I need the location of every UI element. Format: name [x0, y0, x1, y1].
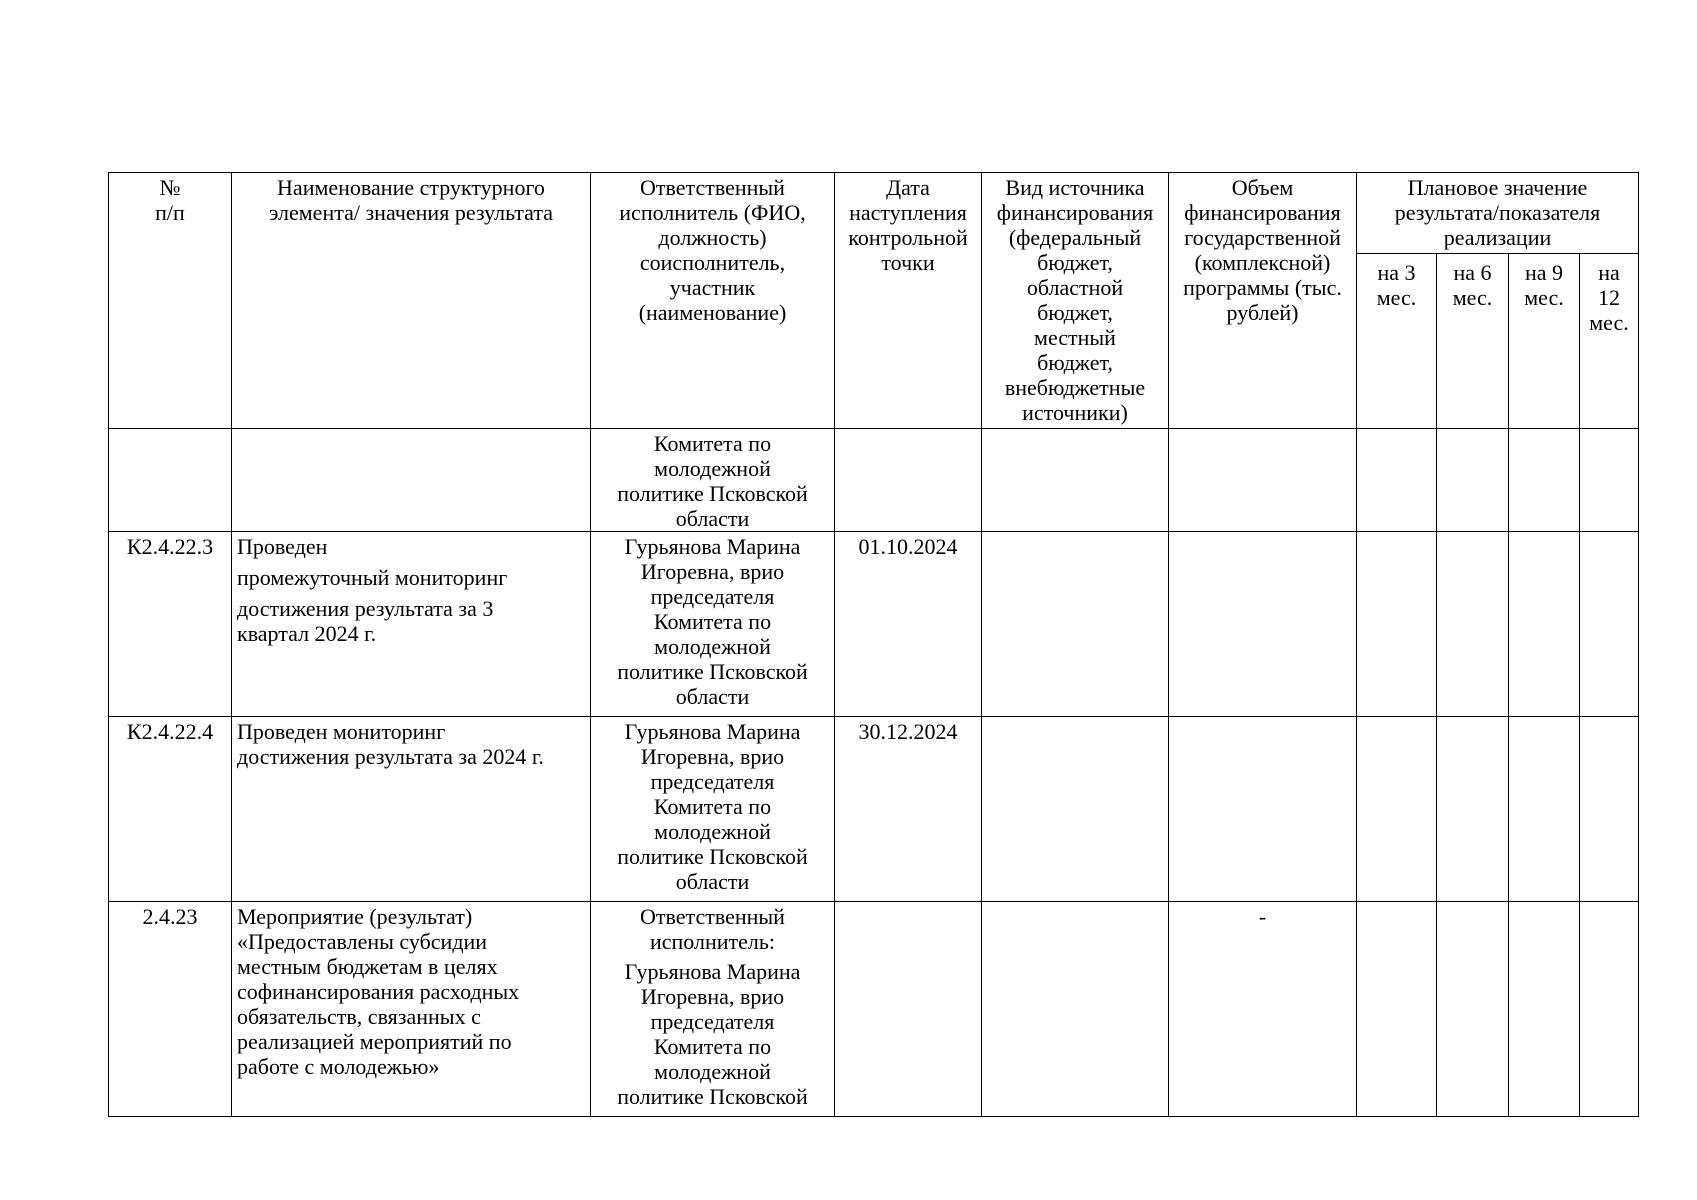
- cell-volume: [1169, 717, 1357, 902]
- header-plan: Плановое значение результата/показателя реализации: [1357, 173, 1639, 254]
- cell-name-line: промежуточный мониторинг: [237, 565, 508, 590]
- cell-q12: [1580, 532, 1639, 717]
- cell-q3: [1357, 429, 1437, 532]
- cell-volume: -: [1169, 902, 1357, 1117]
- cell-q9: [1509, 902, 1580, 1117]
- cell-q12: [1580, 717, 1639, 902]
- cell-date: 30.12.2024: [835, 717, 982, 902]
- header-q6: на 6 мес.: [1437, 254, 1509, 429]
- plan-table: [108, 172, 1639, 1117]
- cell-num: 2.4.23: [109, 902, 232, 1117]
- cell-responsible: Гурьянова Марина Игоревна, врио председателя Комитета по молодежной политике Псковской области: [591, 532, 835, 717]
- cell-source: [982, 717, 1169, 902]
- cell-source: [982, 532, 1169, 717]
- cell-source: [982, 429, 1169, 532]
- cell-responsible: Гурьянова Марина Игоревна, врио председателя Комитета по молодежной политике Псковской области: [591, 717, 835, 902]
- cell-q6: [1437, 902, 1509, 1117]
- cell-name: Мероприятие (результат) «Предоставлены субсидии местным бюджетам в целях софинансирования расходных обязательств, связанных с реализацией мероприятий по работе с молодежью»: [232, 902, 591, 1117]
- table-row: [109, 902, 1639, 1117]
- cell-q12: [1580, 902, 1639, 1117]
- cell-num: К2.4.22.3: [109, 532, 232, 717]
- table-row: [109, 429, 1639, 532]
- cell-name: [232, 429, 591, 532]
- cell-name-line: Проведен: [237, 534, 328, 559]
- cell-q9: [1509, 532, 1580, 717]
- header-num: № п/п: [109, 173, 232, 429]
- table-row: [109, 717, 1639, 902]
- cell-q12: [1580, 429, 1639, 532]
- header-volume: Объем финансирования государственной (комплексной) программы (тыс. рублей): [1169, 173, 1357, 429]
- table-header-row: [109, 173, 1639, 254]
- cell-volume: [1169, 429, 1357, 532]
- cell-q6: [1437, 717, 1509, 902]
- header-responsible: Ответственный исполнитель (ФИО, должность) соисполнитель, участник (наименование): [591, 173, 835, 429]
- cell-responsible: Комитета по молодежной политике Псковской области: [591, 429, 835, 532]
- header-date: Дата наступления контрольной точки: [835, 173, 982, 429]
- cell-q3: [1357, 717, 1437, 902]
- cell-q9: [1509, 429, 1580, 532]
- cell-num: [109, 429, 232, 532]
- cell-volume: [1169, 532, 1357, 717]
- cell-num: К2.4.22.4: [109, 717, 232, 902]
- cell-responsible-text: Гурьянова Марина Игоревна, врио председателя Комитета по молодежной политике Псковской: [617, 959, 808, 1109]
- cell-responsible-label: Ответственный исполнитель:: [640, 904, 785, 954]
- header-q9: на 9 мес.: [1509, 254, 1580, 429]
- cell-date: [835, 429, 982, 532]
- cell-q3: [1357, 902, 1437, 1117]
- header-q12: на 12 мес.: [1580, 254, 1639, 429]
- cell-name: [232, 532, 591, 717]
- cell-name: Проведен мониторинг достижения результата за 2024 г.: [232, 717, 591, 902]
- cell-date: 01.10.2024: [835, 532, 982, 717]
- cell-date: [835, 902, 982, 1117]
- cell-responsible: [591, 902, 835, 1117]
- cell-q9: [1509, 717, 1580, 902]
- cell-q6: [1437, 429, 1509, 532]
- table-row: [109, 532, 1639, 717]
- header-q3: на 3 мес.: [1357, 254, 1437, 429]
- header-source: Вид источника финансирования (федеральный бюджет, областной бюджет, местный бюджет, внебюджетные источники): [982, 173, 1169, 429]
- cell-source: [982, 902, 1169, 1117]
- cell-name-line: достижения результата за 3 квартал 2024 г.: [237, 596, 494, 646]
- header-name: Наименование структурного элемента/ значения результата: [232, 173, 591, 429]
- cell-q6: [1437, 532, 1509, 717]
- cell-q3: [1357, 532, 1437, 717]
